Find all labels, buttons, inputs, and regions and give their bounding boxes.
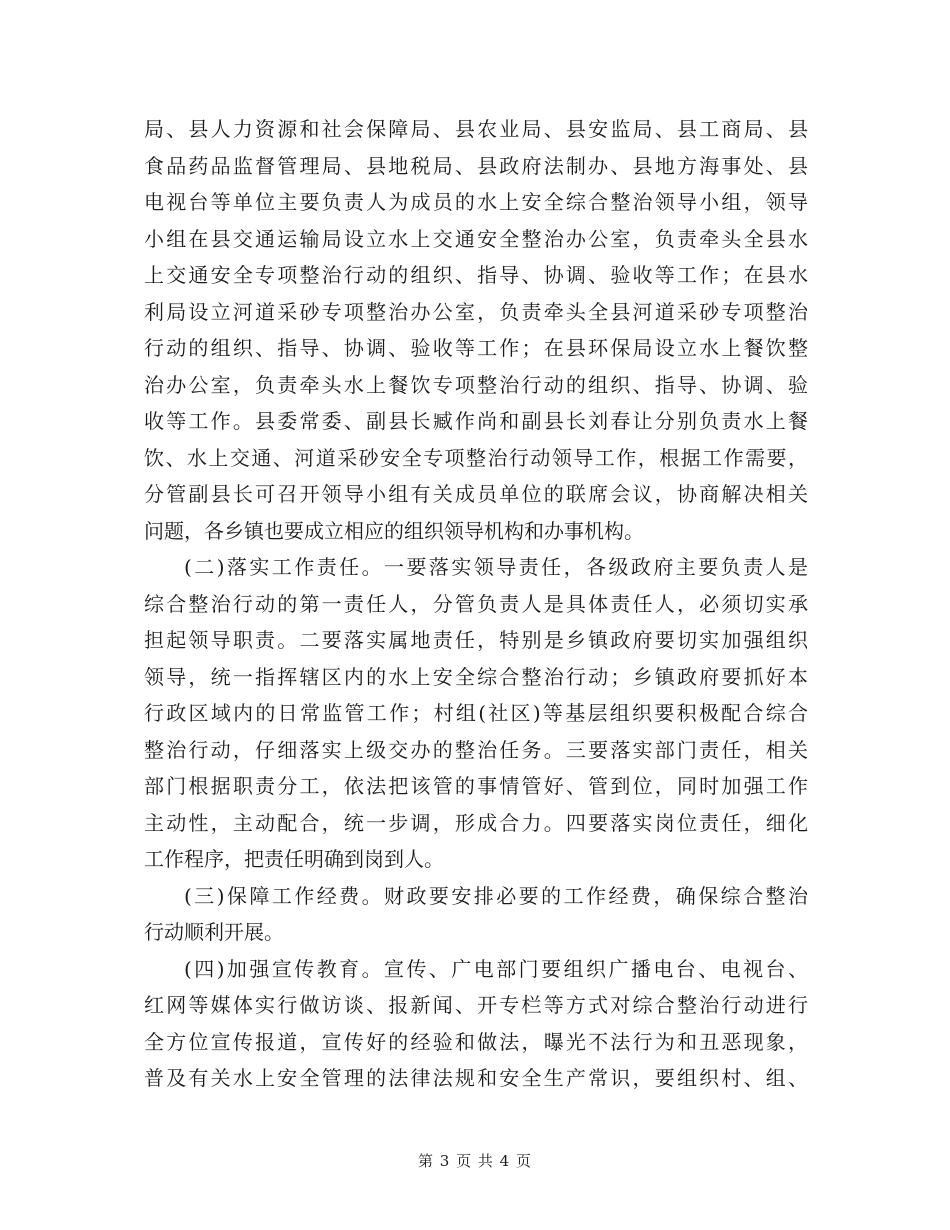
text-line: 主动性，主动配合，统一步调，形成合力。四要落实岗位责任，细化	[144, 810, 808, 835]
text-line: 工作程序，把责任明确到岗到人。	[144, 847, 444, 871]
text-line: 食品药品监督管理局、县地税局、县政府法制办、县地方海事处、县	[144, 153, 808, 178]
text-line: 行政区域内的日常监管工作；村组(社区)等基层组织要积极配合综合	[144, 701, 808, 725]
text-line: 电视台等单位主要负责人为成员的水上安全综合整治领导小组，领导	[144, 190, 808, 214]
text-line: 利局设立河道采砂专项整治办公室，负责牵头全县河道采砂专项整治	[144, 299, 808, 324]
text-line: 普及有关水上安全管理的法律法规和安全生产常识，要组织村、组、	[144, 1066, 808, 1090]
page-footer: 第 3 页 共 4 页	[418, 1152, 532, 1170]
text-line: 小组在县交通运输局设立水上交通安全整治办公室，负责牵头全县水	[144, 226, 808, 251]
text-line: 收等工作。县委常委、副县长臧作尚和副县长刘春让分别负责水上餐	[144, 409, 808, 433]
text-line: 担起领导职责。二要落实属地责任，特别是乡镇政府要切实加强组织	[144, 628, 808, 652]
text-line: 饮、水上交通、河道采砂安全专项整治行动领导工作，根据工作需要，	[144, 445, 808, 470]
text-line: 全方位宣传报道，宣传好的经验和做法，曝光不法行为和丑恶现象，	[144, 1029, 808, 1054]
text-line: 整治行动，仔细落实上级交办的整治任务。三要落实部门责任，相关	[144, 737, 808, 762]
text-line: 行动顺利开展。	[144, 920, 284, 944]
text-line: 综合整治行动的第一责任人，分管负责人是具体责任人，必须切实承	[144, 591, 808, 616]
text-line: (四)加强宣传教育。宣传、广电部门要组织广播电台、电视台、	[184, 956, 808, 981]
text-line: 分管副县长可召开领导小组有关成员单位的联席会议，协商解决相关	[144, 482, 808, 506]
text-line: 行动的组织、指导、协调、验收等工作；在县环保局设立水上餐饮整	[144, 336, 808, 360]
text-line: (三)保障工作经费。财政要安排必要的工作经费，确保综合整治	[184, 883, 808, 908]
text-line: 领导，统一指挥辖区内的水上安全综合整治行动；乡镇政府要抓好本	[144, 664, 808, 689]
text-line: 部门根据职责分工，依法把该管的事情管好、管到位，同时加强工作	[144, 774, 808, 798]
text-line: 红网等媒体实行做访谈、报新闻、开专栏等方式对综合整治行动进行	[144, 993, 808, 1017]
text-line: 问题，各乡镇也要成立相应的组织领导机构和办事机构。	[144, 518, 644, 543]
text-line: 局、县人力资源和社会保障局、县农业局、县安监局、县工商局、县	[144, 117, 808, 141]
text-line: 上交通安全专项整治行动的组织、指导、协调、验收等工作；在县水	[144, 263, 808, 287]
text-line: (二)落实工作责任。一要落实领导责任，各级政府主要负责人是	[184, 555, 808, 579]
text-line: 治办公室，负责牵头水上餐饮专项整治行动的组织、指导、协调、验	[144, 372, 808, 397]
document-body	[144, 111, 808, 1097]
